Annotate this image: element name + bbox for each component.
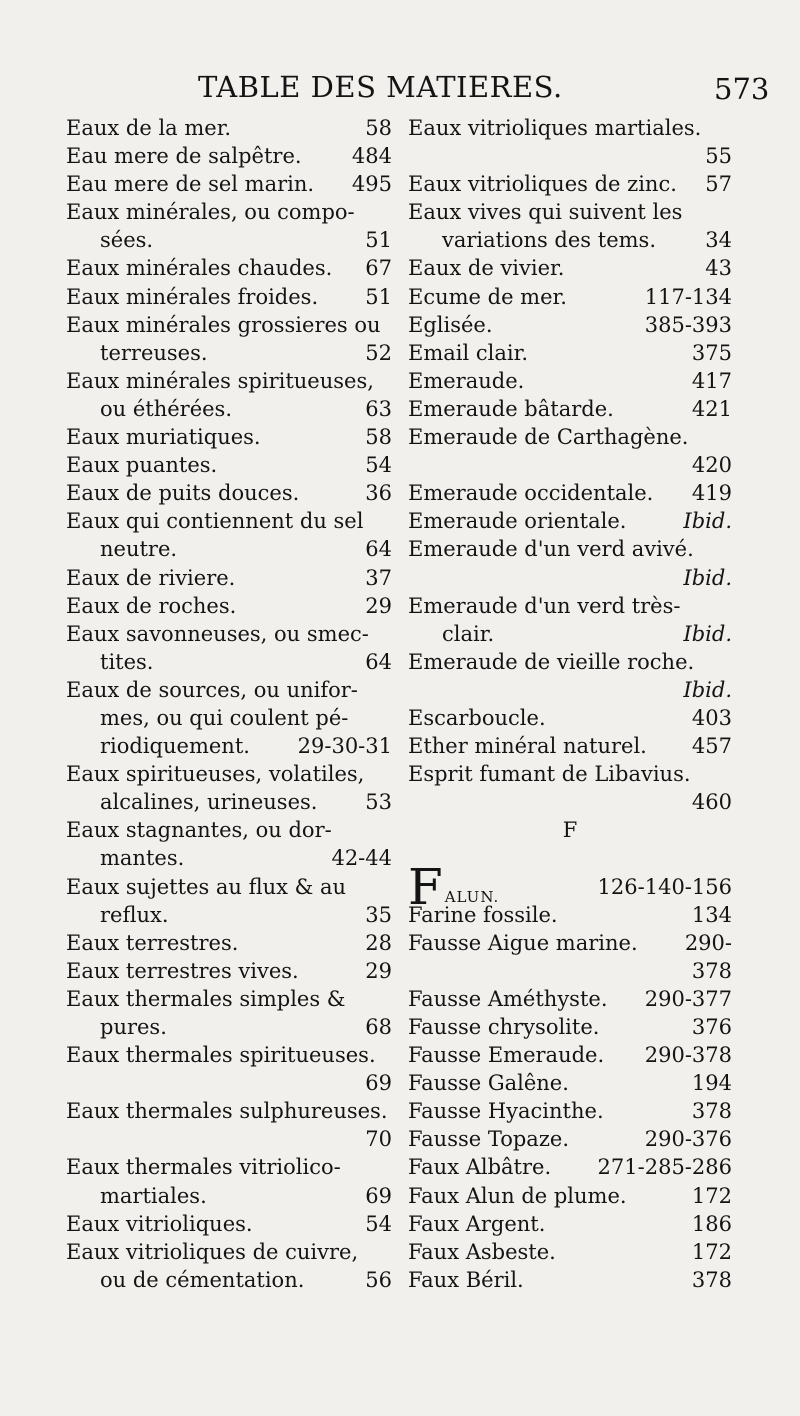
index-entry xyxy=(66,311,392,339)
index-entry-page-ref: 126-140-156 xyxy=(597,874,732,899)
index-entry-term: Eaux minérales chaudes. xyxy=(66,256,333,281)
index-entry-page-ref: 378 xyxy=(691,1267,732,1292)
index-entry xyxy=(66,985,392,1013)
index-entry-term: Fausse Topaze. xyxy=(408,1127,569,1152)
index-entry-page-ref: 58 xyxy=(365,425,392,450)
index-entry-page-ref: 69 xyxy=(365,1071,392,1096)
index-entry-page-ref: 378 xyxy=(691,958,732,983)
index-entry-page-ref: 70 xyxy=(365,1127,392,1152)
index-entry-term: Emeraude de Carthagène. xyxy=(408,425,689,450)
page-title: TABLE DES MATIERES. xyxy=(198,70,563,104)
index-entry xyxy=(408,1097,732,1125)
index-entry xyxy=(408,901,732,929)
index-entry-term: Ether minéral naturel. xyxy=(408,734,647,759)
index-entry-term: Faux Argent. xyxy=(408,1211,546,1236)
index-entry-term: Emeraude de vieille roche. xyxy=(408,649,695,674)
index-entry-page-ref: 37 xyxy=(365,565,392,590)
index-entry-term-text: ALUN. xyxy=(444,887,500,906)
index-entry xyxy=(66,170,392,198)
index-entry-term: Eaux minérales grossieres ou xyxy=(66,312,381,337)
index-entry xyxy=(408,1266,732,1294)
index-entry xyxy=(408,957,732,985)
index-entry xyxy=(408,1013,732,1041)
index-entry-term: Eaux de la mer. xyxy=(66,116,232,140)
index-entry xyxy=(66,844,392,872)
index-entry xyxy=(408,844,732,872)
index-entry-term: Eaux vitrioliques martiales. xyxy=(408,116,702,140)
index-entry-term: neutre. xyxy=(100,537,178,562)
index-entry xyxy=(66,1097,392,1125)
index-entry xyxy=(408,170,732,198)
index-entry xyxy=(408,479,732,507)
index-entry-term: reflux. xyxy=(100,902,169,927)
index-entry-term: Eau mere de sel marin. xyxy=(66,172,315,197)
index-entry xyxy=(408,367,732,395)
index-entry-term: Eaux puantes. xyxy=(66,453,218,478)
index-entry-page-ref: 51 xyxy=(365,284,392,309)
index-entry-page-ref: 58 xyxy=(365,116,392,140)
index-entry-page-ref: 64 xyxy=(365,537,392,562)
index-entry-term: Ecume de mer. xyxy=(408,284,567,309)
index-entry-page-ref: 457 xyxy=(691,734,732,759)
index-entry xyxy=(408,676,732,704)
index-entry-page-ref: 43 xyxy=(705,256,732,281)
index-entry xyxy=(66,620,392,648)
index-entry-term: Eaux minérales spiritueuses, xyxy=(66,368,374,393)
index-entry-page-ref: 271-285-286 xyxy=(597,1155,732,1180)
index-entry-term: Fausse Améthyste. xyxy=(408,986,608,1011)
index-entry-term: Eaux thermales vitriolico- xyxy=(66,1155,341,1180)
index-entry xyxy=(66,142,392,170)
index-entry-page-ref: 385-393 xyxy=(644,312,732,337)
index-entry xyxy=(66,451,392,479)
section-letter xyxy=(408,816,732,844)
index-entry xyxy=(66,732,392,760)
index-entry-page-ref: 35 xyxy=(365,902,392,927)
index-entry-page-ref: 420 xyxy=(691,453,732,478)
index-entry-page-ref: 495 xyxy=(351,172,392,197)
index-entry xyxy=(408,1153,732,1181)
index-entry-page-ref: 290- xyxy=(684,930,732,955)
index-entry xyxy=(66,1266,392,1294)
index-entry xyxy=(408,339,732,367)
index-entry xyxy=(66,704,392,732)
index-entry xyxy=(408,592,732,620)
index-entry-page-ref: 63 xyxy=(365,396,392,421)
index-entry xyxy=(66,676,392,704)
index-entry xyxy=(408,620,732,648)
index-entry-term: Eaux de roches. xyxy=(66,593,237,618)
index-entry xyxy=(408,648,732,676)
index-entry-term: terreuses. xyxy=(100,340,208,365)
index-entry xyxy=(66,226,392,254)
index-entry xyxy=(408,254,732,282)
index-entry-term: Eaux de vivier. xyxy=(408,256,565,281)
index-entry-page-ref: 67 xyxy=(365,256,392,281)
index-entry-term: Fausse Hyacinthe. xyxy=(408,1099,604,1124)
index-entry-page-ref: 290-377 xyxy=(644,986,732,1011)
index-entry-page-ref: 484 xyxy=(351,144,392,169)
index-entry-page-ref: 117-134 xyxy=(644,284,732,309)
index-entry xyxy=(66,648,392,676)
index-entry-page-ref: 29-30-31 xyxy=(297,734,392,759)
index-entry xyxy=(66,788,392,816)
index-entry-page-ref: Ibid. xyxy=(683,677,732,702)
index-entry-term: Eaux vitrioliques de zinc. xyxy=(408,172,677,197)
index-entry-term: Emeraude bâtarde. xyxy=(408,396,614,421)
index-entry-term: Eaux minérales froides. xyxy=(66,284,319,309)
index-entry xyxy=(408,1041,732,1069)
index-entry-page-ref: 421 xyxy=(691,396,732,421)
index-entry xyxy=(66,198,392,226)
index-entry xyxy=(66,1238,392,1266)
index-entry xyxy=(408,760,732,788)
index-entry-page-ref: 68 xyxy=(365,1015,392,1039)
index-entry xyxy=(66,283,392,311)
index-entry xyxy=(66,760,392,788)
index-entry xyxy=(408,564,732,592)
index-entry xyxy=(408,704,732,732)
index-entry-page-ref: 36 xyxy=(365,481,392,506)
index-entry xyxy=(66,254,392,282)
index-entry-term: sées. xyxy=(100,228,154,253)
index-entry-term: Emeraude. xyxy=(408,368,525,393)
index-entry xyxy=(66,564,392,592)
index-entry xyxy=(66,423,392,451)
index-entry xyxy=(66,339,392,367)
index-entry xyxy=(408,1125,732,1153)
index-entry-term: Eaux terrestres vives. xyxy=(66,958,299,983)
index-entry xyxy=(66,507,392,535)
index-entry-term: martiales. xyxy=(100,1183,207,1208)
drop-cap: F xyxy=(408,857,443,916)
index-entry-page-ref: 186 xyxy=(691,1211,732,1236)
index-entry-page-ref: 56 xyxy=(365,1267,392,1292)
index-entry-term: Eaux qui contiennent du sel xyxy=(66,509,364,534)
index-entry-term: Esprit fumant de Libavius. xyxy=(408,762,691,787)
index-entry-page-ref: 57 xyxy=(705,172,732,197)
index-entry-term: Escarboucle. xyxy=(408,705,546,730)
index-entry-page-ref: 419 xyxy=(691,481,732,506)
index-entry-term: Eaux vitrioliques de cuivre, xyxy=(66,1239,359,1264)
index-entry xyxy=(408,198,732,226)
index-entry-term: Eaux thermales simples & xyxy=(66,986,346,1011)
index-entry-page-ref: 460 xyxy=(691,790,732,815)
index-entry-term: ou éthérées. xyxy=(100,396,233,421)
index-entry-term: F xyxy=(562,818,578,843)
index-entry xyxy=(408,423,732,451)
index-entry xyxy=(408,226,732,254)
index-entry xyxy=(66,479,392,507)
index-entry-term: Faux Béril. xyxy=(408,1267,524,1292)
index-entry-term: Fausse Galêne. xyxy=(408,1071,569,1096)
index-entry-term: Emeraude d'un verd avivé. xyxy=(408,537,694,562)
index-entry xyxy=(408,114,732,142)
index-entry-term: Emeraude occidentale. xyxy=(408,481,654,506)
index-entry xyxy=(66,592,392,620)
index-entry-term: tites. xyxy=(100,649,154,674)
index-entry xyxy=(408,535,732,563)
index-entry xyxy=(408,1069,732,1097)
index-entry xyxy=(66,873,392,901)
index-entry-page-ref: 134 xyxy=(691,902,732,927)
index-entry-term: Eglisée. xyxy=(408,312,493,337)
index-entry-term: Fausse Aigue marine. xyxy=(408,930,638,955)
index-entry xyxy=(408,311,732,339)
index-entry xyxy=(66,1041,392,1069)
index-entry-term: clair. xyxy=(442,621,495,646)
index-entry-page-ref: 52 xyxy=(365,340,392,365)
index-entry-page-ref: 29 xyxy=(365,593,392,618)
index-entry xyxy=(408,788,732,816)
index-entry-page-ref: 51 xyxy=(365,228,392,253)
index-entry xyxy=(408,142,732,170)
page-number: 573 xyxy=(714,72,770,106)
index-entry-term: alcalines, urineuses. xyxy=(100,790,318,815)
index-column-right xyxy=(408,114,732,1294)
index-entry xyxy=(66,1125,392,1153)
index-entry-page-ref: 53 xyxy=(365,790,392,815)
index-entry-term: Emeraude orientale. xyxy=(408,509,627,534)
index-entry xyxy=(66,929,392,957)
index-entry-term: Eaux de puits douces. xyxy=(66,481,300,506)
index-entry-term: Eaux thermales spiritueuses. xyxy=(66,1043,376,1068)
index-entry-term: variations des tems. xyxy=(442,228,656,253)
index-entry-term: Eaux muriatiques. xyxy=(66,425,261,450)
index-entry-page-ref: 54 xyxy=(365,453,392,478)
index-entry-term: Eau mere de salpêtre. xyxy=(66,144,302,169)
index-entry-term: Eaux thermales sulphureuses. xyxy=(66,1099,388,1124)
index-entry xyxy=(66,1182,392,1210)
index-entry-term: Eaux vitrioliques. xyxy=(66,1211,253,1236)
index-column-left xyxy=(66,114,392,1294)
index-entry xyxy=(408,395,732,423)
index-entry xyxy=(66,367,392,395)
index-entry xyxy=(408,283,732,311)
index-entry-term: Eaux spiritueuses, volatiles, xyxy=(66,762,365,787)
index-entry-term: Emeraude d'un verd très- xyxy=(408,593,681,618)
index-entry-page-ref: 417 xyxy=(691,368,732,393)
index-entry-term: Eaux terrestres. xyxy=(66,930,239,955)
index-entry xyxy=(408,507,732,535)
index-entry-page-ref: 290-378 xyxy=(644,1043,732,1068)
index-entry-term: Eaux de sources, ou unifor- xyxy=(66,677,358,702)
index-entry-page-ref: 378 xyxy=(691,1099,732,1124)
index-entry-page-ref: 172 xyxy=(691,1183,732,1208)
index-entry-term: Eaux minérales, ou compo- xyxy=(66,200,355,225)
index-entry xyxy=(408,451,732,479)
index-entry-term: Email clair. xyxy=(408,340,528,365)
index-entry-page-ref: 376 xyxy=(691,1015,732,1039)
index-entry-page-ref: 42-44 xyxy=(331,846,392,871)
index-entry-term: riodiquement. xyxy=(100,734,250,759)
index-entry-page-ref: 194 xyxy=(691,1071,732,1096)
index-entry-page-ref: 69 xyxy=(365,1183,392,1208)
index-entry-term: Eaux de riviere. xyxy=(66,565,236,590)
index-entry xyxy=(66,114,392,142)
index-entry-page-ref: 55 xyxy=(705,144,732,169)
index-entry-page-ref: 172 xyxy=(691,1239,732,1264)
index-entry-term: Faux Asbeste. xyxy=(408,1239,556,1264)
index-entry-page-ref: 28 xyxy=(365,930,392,955)
index-entry-page-ref: Ibid. xyxy=(683,565,732,590)
index-entry-term: mes, ou qui coulent pé- xyxy=(100,705,349,730)
index-entry xyxy=(408,732,732,760)
index-entry-page-ref: 54 xyxy=(365,1211,392,1236)
index-entry-page-ref: Ibid. xyxy=(683,621,732,646)
index-entry-term: Eaux stagnantes, ou dor- xyxy=(66,818,332,843)
index-entry xyxy=(408,1182,732,1210)
index-entry xyxy=(66,1153,392,1181)
index-entry-page-ref: 403 xyxy=(691,705,732,730)
index-entry-page-ref: 290-376 xyxy=(644,1127,732,1152)
index-entry xyxy=(66,957,392,985)
page-header xyxy=(0,70,800,110)
index-entry-term: mantes. xyxy=(100,846,185,871)
index-entry-term: Faux Alun de plume. xyxy=(408,1183,627,1208)
index-entry xyxy=(66,816,392,844)
index-entry-term: Eaux savonneuses, ou smec- xyxy=(66,621,369,646)
index-entry-term: Eaux sujettes au flux & au xyxy=(66,874,347,899)
index-entry-term: Eaux vives qui suivent les xyxy=(408,200,683,225)
index-entry xyxy=(66,901,392,929)
index-entry-term: Fausse Emeraude. xyxy=(408,1043,605,1068)
index-entry xyxy=(66,1069,392,1097)
index-entry xyxy=(408,1238,732,1266)
index-entry-term: pures. xyxy=(100,1015,167,1039)
index-entry xyxy=(66,395,392,423)
index-entry-page-ref: 29 xyxy=(365,958,392,983)
index-entry xyxy=(408,1210,732,1238)
index-entry xyxy=(408,985,732,1013)
index-entry-page-ref: Ibid. xyxy=(683,509,732,534)
index-entry-term: Fausse chrysolite. xyxy=(408,1015,600,1039)
index-entry xyxy=(66,535,392,563)
index-entry xyxy=(66,1013,392,1041)
index-entry-term: Faux Albâtre. xyxy=(408,1155,552,1180)
index-entry-page-ref: 375 xyxy=(691,340,732,365)
index-entry-term: Farine fossile. xyxy=(408,902,558,927)
index-entry-page-ref: 34 xyxy=(705,228,732,253)
index-entry xyxy=(408,929,732,957)
index-entry-page-ref: 64 xyxy=(365,649,392,674)
index-entry xyxy=(66,1210,392,1238)
index-entry-term: ou de cémentation. xyxy=(100,1267,305,1292)
